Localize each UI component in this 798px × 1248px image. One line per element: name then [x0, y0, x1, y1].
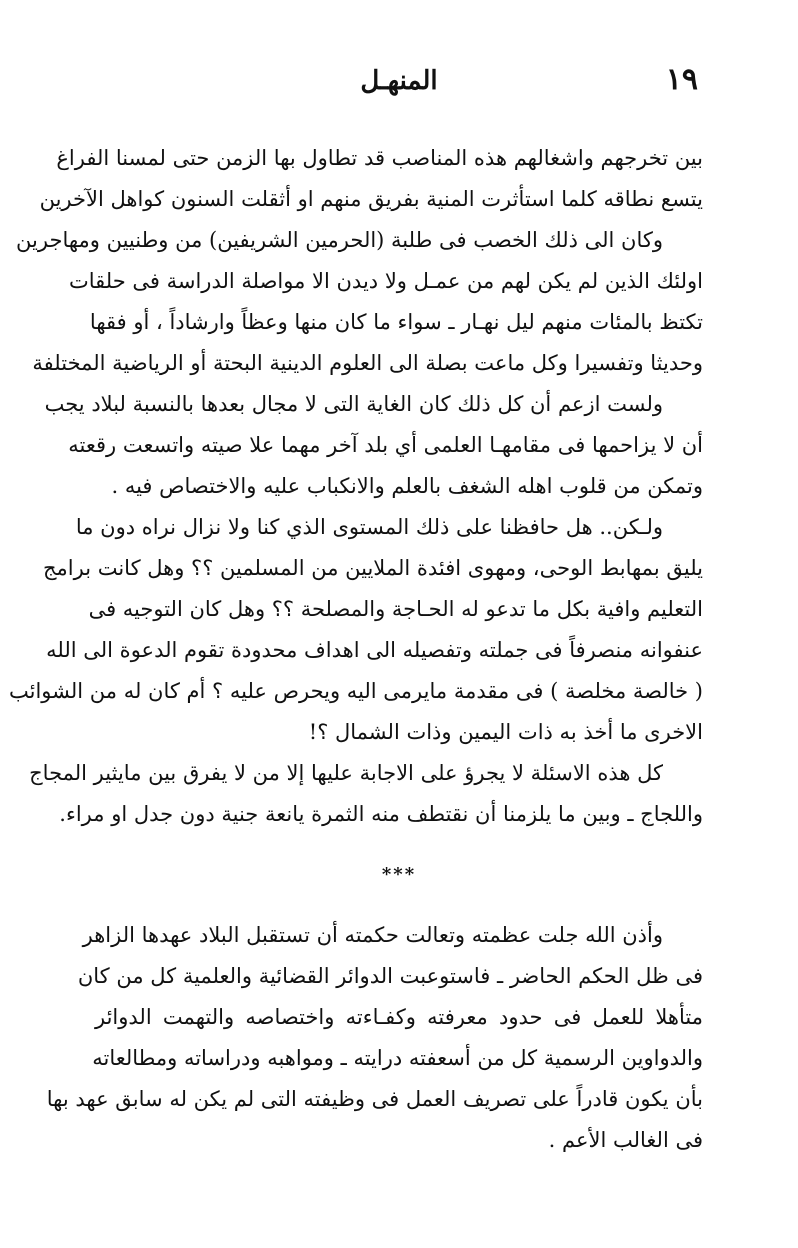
section-separator: ***: [381, 864, 417, 885]
text-line: بين تخرجهم واشغالهم هذه المناصب قد تطاول بها الزمن حتى لمسنا الفراغ: [56, 146, 703, 170]
text-line: وكان الى ذلك الخصب فى طلبة (الحرمين الشريفين) من وطنيين ومهاجرين: [16, 228, 663, 252]
paragraph-5: [29, 753, 703, 835]
text-line: ( خالصة مخلصة ) فى مقدمة مايرمى اليه ويحرص عليه ؟ أم كان له من الشوائب: [9, 679, 703, 703]
text-line: عنفوانه منصرفاً فى جملته وتفصيله الى اهداف محدودة تقوم الدعوة الى الله: [46, 638, 703, 662]
text-line: ولست ازعم أن كل ذلك كان الغاية التى لا مجال بعدها بالنسبة لبلاد يجب: [44, 392, 663, 416]
page-number: ١٩: [665, 62, 698, 97]
paragraph-4: [9, 507, 703, 753]
text-line: تكتظ بالمئات منهم ليل نهـار ـ سواء ما كان منها وعظاً وارشاداً ، أو فقها: [89, 310, 703, 334]
text-line: متأهلا للعمل فى حدود معرفته وكفـاءته واختصاصه والتهمت الدوائر: [95, 1005, 703, 1029]
paragraph-6: [46, 915, 703, 1161]
text-line: وتمكن من قلوب اهله الشغف بالعلم والانكباب عليه والاختصاص فيه .: [111, 474, 703, 498]
text-line: كل هذه الاسئلة لا يجرؤ على الاجابة عليها إلا من لا يفرق بين مايثير المجاج: [29, 761, 663, 785]
text-line: اولئك الذين لم يكن لهم من عمـل ولا ديدن الا مواصلة الدراسة فى حلقات: [69, 269, 703, 293]
text-line: يتسع نطاقه كلما استأثرت المنية بفريق منهم او أثقلت السنون كواهل الآخرين: [39, 187, 703, 211]
text-line: فى الغالب الأعم .: [548, 1128, 703, 1152]
text-line: وأذن الله جلت عظمته وتعالت حكمته أن تستقبل البلاد عهدها الزاهر: [82, 923, 663, 947]
text-line: أن لا يزاحمها فى مقامهـا العلمى أي بلد آخر مهما علا صيته واتسعت رقعته: [68, 433, 703, 457]
text-line: واللجاج ـ وبين ما يلزمنا أن نقتطف منه الثمرة يانعة جنية دون جدل او مراء.: [59, 802, 703, 826]
text-line: ولـكن.. هل حافظنا على ذلك المستوى الذي كنا ولا نزال نراه دون ما: [75, 515, 663, 539]
running-title: المنهـل: [360, 66, 438, 96]
paragraph-2: [16, 220, 703, 384]
text-line: الاخرى ما أخذ به ذات اليمين وذات الشمال ؟!: [308, 720, 703, 744]
body-text: [9, 138, 703, 1161]
text-line: فى ظل الحكم الحاضر ـ فاستوعبت الدوائر القضائية والعلمية كل من كان: [77, 964, 703, 988]
text-line: التعليم وافية بكل ما تدعو له الحـاجة والمصلحة ؟؟ وهل كان التوجيه فى: [88, 597, 703, 621]
text-line: بأن يكون قادراً على تصريف العمل فى وظيفته التى لم يكن له سابق عهد بها: [46, 1087, 703, 1111]
text-line: يليق بمهابط الوحى، ومهوى افئدة الملايين من المسلمين ؟؟ وهل كانت برامج: [42, 556, 703, 580]
text-line: والدواوين الرسمية كل من أسعفته درايته ـ ومواهبه ودراساته ومطالعاته: [92, 1046, 703, 1070]
page-header: [90, 62, 708, 110]
paragraph-3: [44, 384, 703, 507]
text-line: وحديثا وتفسيرا وكل ماعت بصلة الى العلوم الدينية البحتة أو الرياضية المختلفة: [32, 351, 703, 375]
paragraph-1: [39, 138, 703, 220]
